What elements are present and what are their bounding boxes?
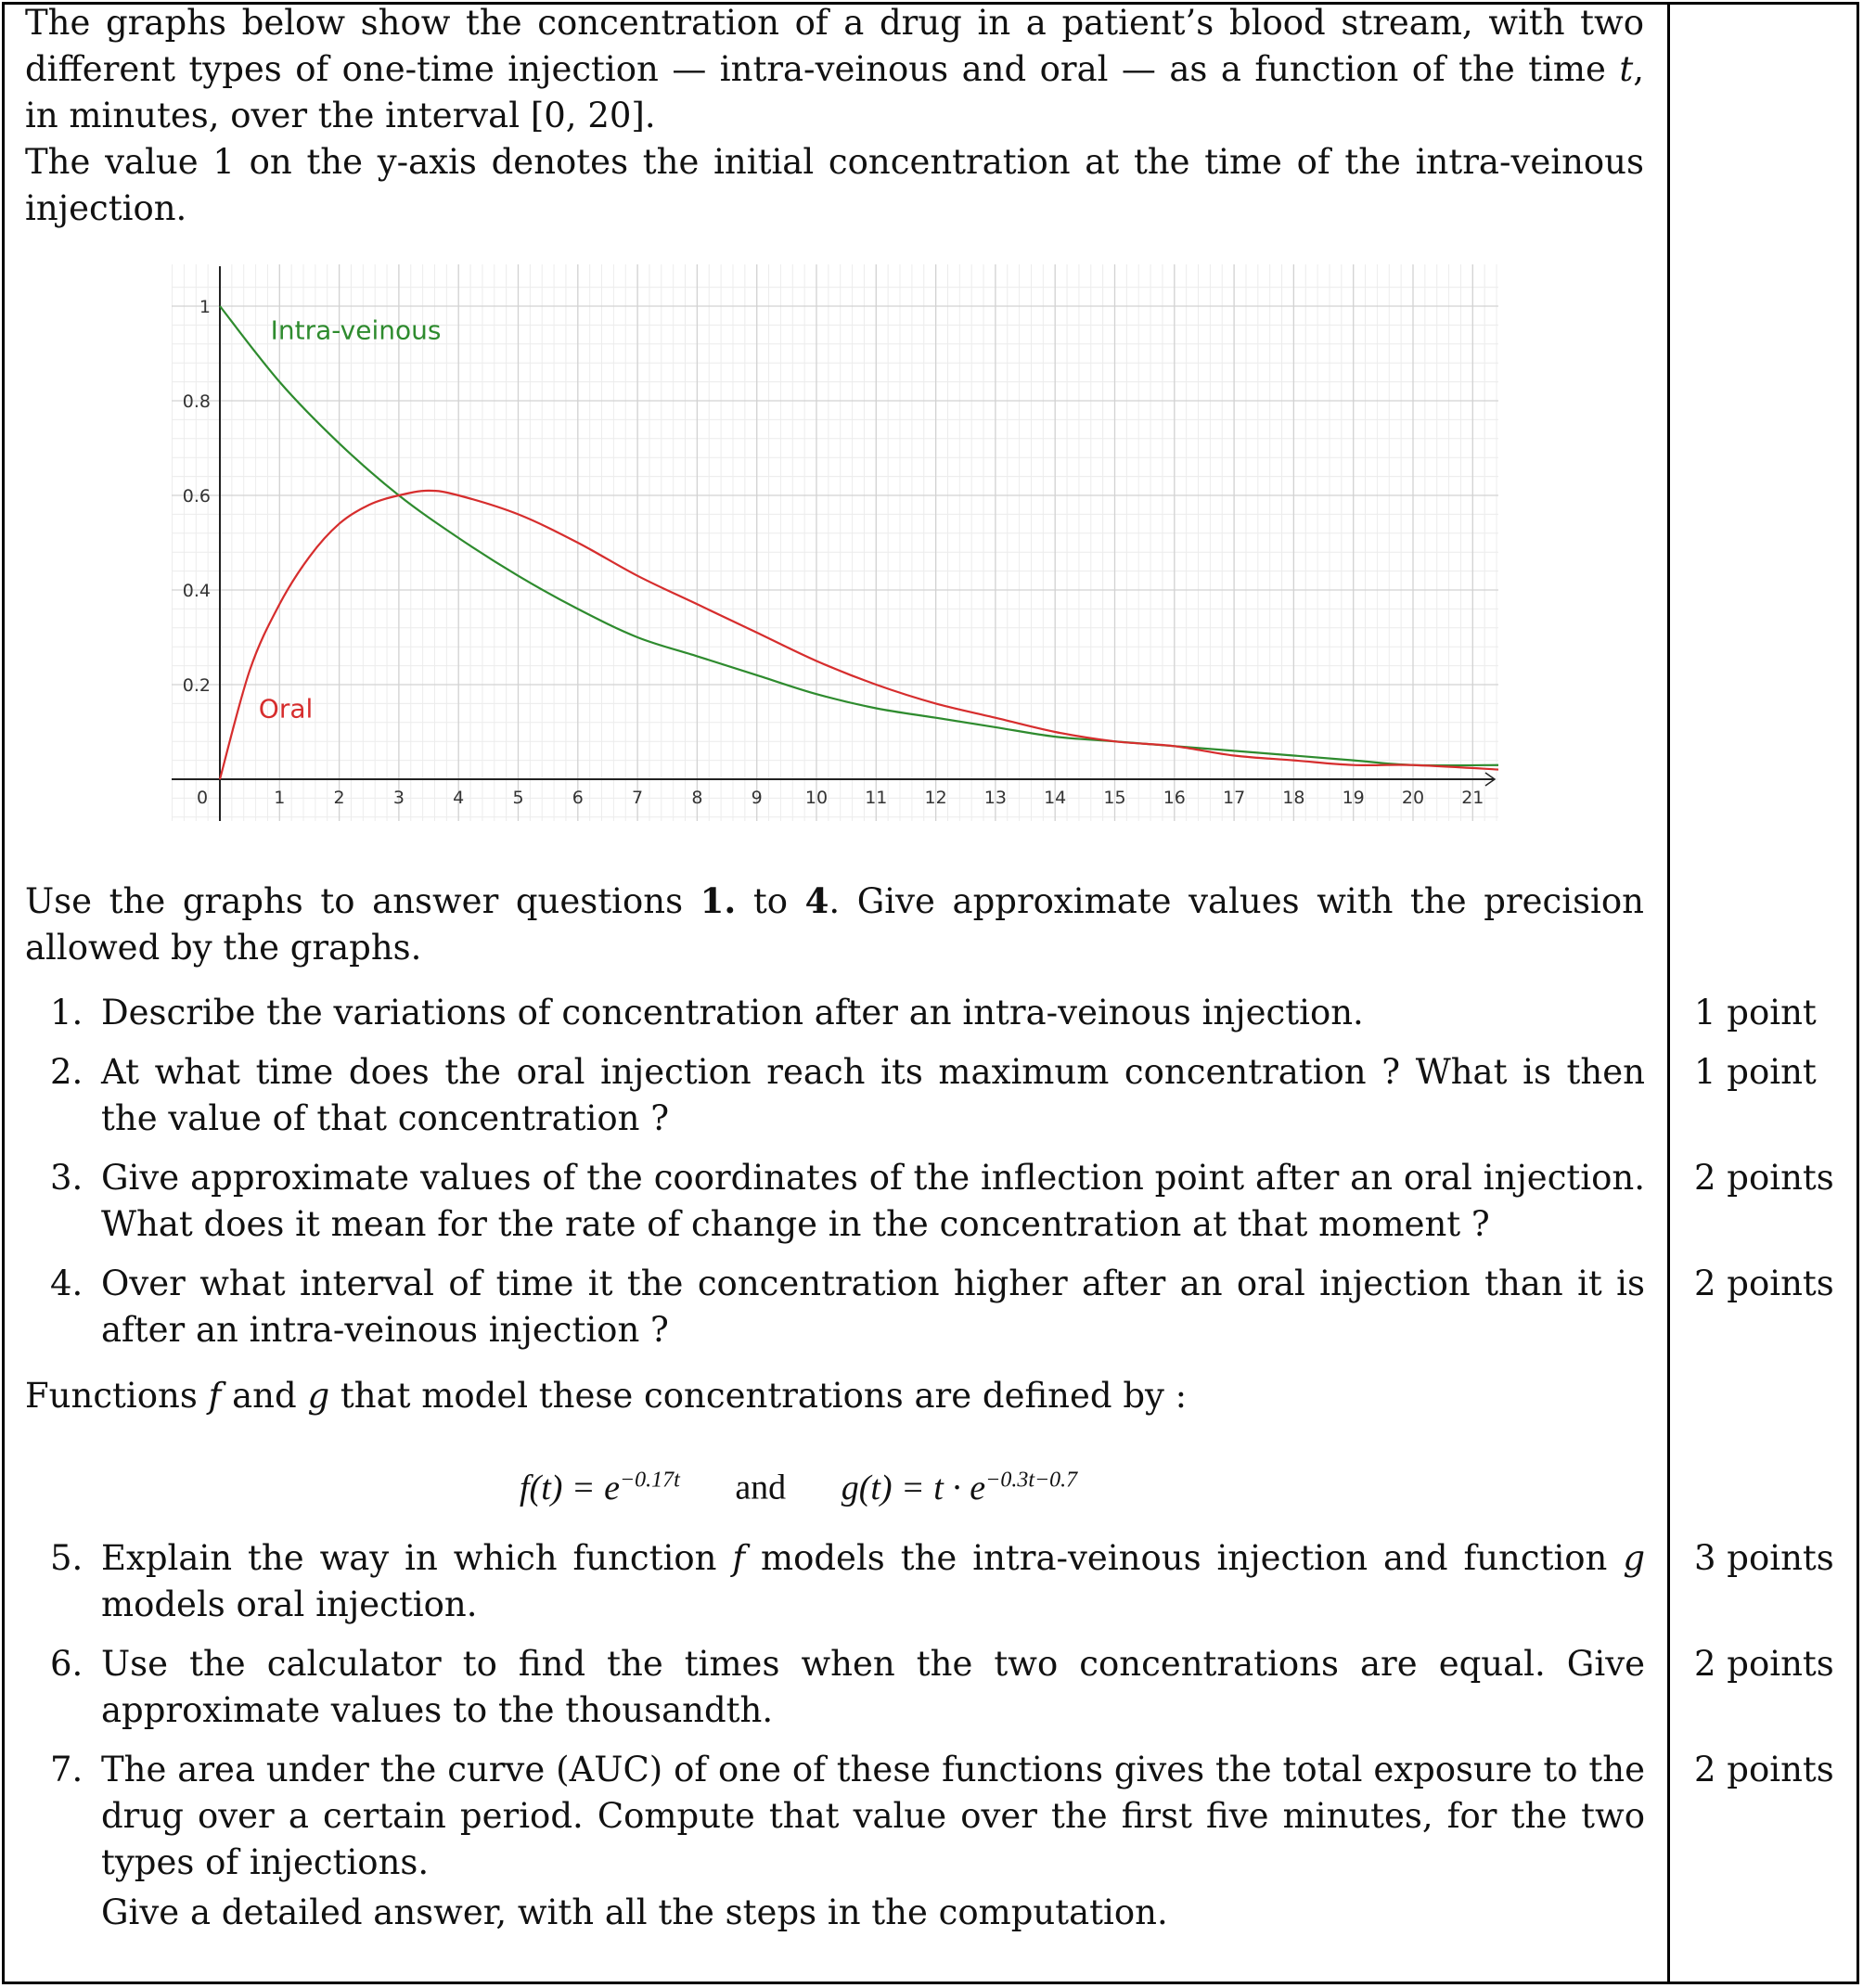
chart-major-grid bbox=[172, 264, 1498, 821]
y-tick-label: 0.8 bbox=[182, 391, 211, 412]
question-number: 4. bbox=[50, 1263, 84, 1303]
question-5-text-a: Explain the way in which function bbox=[101, 1538, 733, 1578]
series-label-oral: Oral bbox=[258, 693, 314, 725]
functions-intro-text-a: Functions bbox=[25, 1376, 209, 1416]
question-7-points: 2 points bbox=[1694, 1750, 1834, 1789]
formula-f-exponent: −0.17t bbox=[619, 1468, 680, 1492]
chart-axes bbox=[172, 266, 1495, 821]
intro-paragraph bbox=[25, 0, 1644, 139]
x-tick-label: 19 bbox=[1342, 788, 1365, 808]
points-column-divider bbox=[1667, 2, 1670, 1984]
instructions bbox=[25, 878, 1644, 971]
x-tick-label: 9 bbox=[751, 788, 763, 808]
intro-paragraph-2: The value 1 on the y-axis denotes the initial concentration at the time of the intra-veinous injection. bbox=[25, 142, 1644, 228]
question-number: 7. bbox=[50, 1750, 84, 1789]
formula-line bbox=[520, 1456, 1077, 1511]
instructions-text-c: . Give approximate values with the precision allowed by the graphs. bbox=[25, 881, 1644, 968]
question-text: At what time does the oral injection reach its maximum concentration ? What is then the value of that concentration ? bbox=[101, 1052, 1645, 1138]
x-tick-label: 10 bbox=[804, 788, 829, 808]
instructions-bold-1: 1. bbox=[700, 880, 737, 921]
question-text: The area under the curve (AUC) of one of these functions gives the total exposure to the drug over a certain period. Compute that value over the first five minutes, for the two types of injections. bbox=[101, 1750, 1645, 1882]
x-tick-label: 3 bbox=[392, 788, 405, 808]
question-text: Give approximate values of the coordinates of the inflection point after an oral injection. What does it mean for the rate of change in the concentration at that moment ? bbox=[101, 1158, 1645, 1244]
x-tick-label: 8 bbox=[691, 788, 703, 808]
intro-var-t: t bbox=[1619, 49, 1634, 89]
functions-intro-and: and bbox=[221, 1376, 308, 1416]
question-number: 6. bbox=[50, 1644, 84, 1684]
concentration-chart bbox=[172, 264, 1498, 830]
series-label-intra-veinous: Intra-veinous bbox=[270, 314, 442, 346]
question-1-points: 1 point bbox=[1694, 993, 1817, 1032]
question-number: 3. bbox=[50, 1158, 84, 1198]
formula-f-base: f(t) = e bbox=[520, 1468, 620, 1507]
y-tick-label: 0.6 bbox=[182, 486, 211, 507]
formula-g bbox=[842, 1469, 1078, 1507]
x-tick-label: 7 bbox=[632, 788, 644, 808]
x-tick-label: 20 bbox=[1401, 788, 1425, 808]
question-2-points: 1 point bbox=[1694, 1052, 1817, 1092]
x-tick-label: 11 bbox=[865, 788, 888, 808]
question-5-var-g: g bbox=[1623, 1538, 1646, 1578]
series-line-intra-veinous bbox=[220, 306, 1498, 765]
chart-minor-grid bbox=[172, 264, 1498, 821]
formula-g-base: g(t) = t · e bbox=[841, 1468, 986, 1507]
instructions-bold-4: 4 bbox=[804, 880, 829, 921]
x-tick-label: 5 bbox=[512, 788, 524, 808]
instructions-text-mid: to bbox=[736, 881, 805, 921]
x-tick-label: 0 bbox=[196, 788, 209, 808]
question-4-points: 2 points bbox=[1694, 1263, 1834, 1303]
x-tick-label: 14 bbox=[1044, 788, 1067, 808]
x-tick-label: 6 bbox=[572, 788, 584, 808]
x-tick-label: 16 bbox=[1163, 788, 1186, 808]
series-line-oral bbox=[220, 491, 1498, 779]
y-tick-label: 1 bbox=[199, 297, 211, 317]
intro-text-a: The graphs below show the concentration of a drug in a patient’s blood stream, with two different types of one-time injection — intra-veinous and oral — as a function of the time bbox=[25, 3, 1644, 89]
x-tick-label: 2 bbox=[333, 788, 345, 808]
function-f-name: f bbox=[208, 1376, 222, 1416]
question-number: 2. bbox=[50, 1052, 84, 1092]
formula-f bbox=[520, 1469, 680, 1507]
function-g-name: g bbox=[307, 1376, 330, 1416]
functions-intro-text-b: that model these concentrations are defined by : bbox=[329, 1376, 1188, 1416]
x-tick-label: 15 bbox=[1103, 788, 1126, 808]
instructions-text-a: Use the graphs to answer questions bbox=[25, 881, 700, 921]
question-5-points: 3 points bbox=[1694, 1538, 1834, 1578]
question-text bbox=[101, 1535, 1645, 1628]
question-text: Over what interval of time it the concentration higher after an oral injection than it is after an intra-veinous injection ? bbox=[101, 1263, 1645, 1350]
functions-intro bbox=[25, 1373, 1644, 1419]
question-5-text-c: models oral injection. bbox=[101, 1584, 478, 1624]
x-tick-label: 17 bbox=[1223, 788, 1246, 808]
question-3-points: 2 points bbox=[1694, 1158, 1834, 1198]
x-tick-label: 1 bbox=[274, 788, 286, 808]
question-text: Use the calculator to find the times when the two concentrations are equal. Give approximate values to the thousandth. bbox=[101, 1644, 1645, 1730]
y-tick-label: 0.4 bbox=[182, 581, 211, 601]
formula-connector: and bbox=[735, 1468, 787, 1507]
question-6-points: 2 points bbox=[1694, 1644, 1834, 1684]
y-tick-label: 0.2 bbox=[182, 675, 211, 696]
x-tick-label: 4 bbox=[453, 788, 465, 808]
question-7-text-2: Give a detailed answer, with all the steps in the computation. bbox=[101, 1892, 1168, 1932]
x-tick-label: 21 bbox=[1461, 788, 1484, 808]
intro-text-b: , in minutes, over the interval [0, 20]. bbox=[25, 49, 1644, 135]
x-tick-label: 12 bbox=[924, 788, 947, 808]
x-tick-label: 18 bbox=[1282, 788, 1305, 808]
question-number: 5. bbox=[50, 1538, 84, 1578]
question-text: Describe the variations of concentration after an intra-veinous injection. bbox=[101, 993, 1364, 1032]
question-5-text-b: models the intra-veinous injection and function bbox=[745, 1538, 1624, 1578]
x-tick-label: 13 bbox=[983, 788, 1007, 808]
question-number: 1. bbox=[50, 993, 84, 1032]
chart-series bbox=[220, 306, 1498, 779]
question-5-var-f: f bbox=[732, 1538, 746, 1578]
formula-g-exponent: −0.3t−0.7 bbox=[985, 1468, 1078, 1492]
